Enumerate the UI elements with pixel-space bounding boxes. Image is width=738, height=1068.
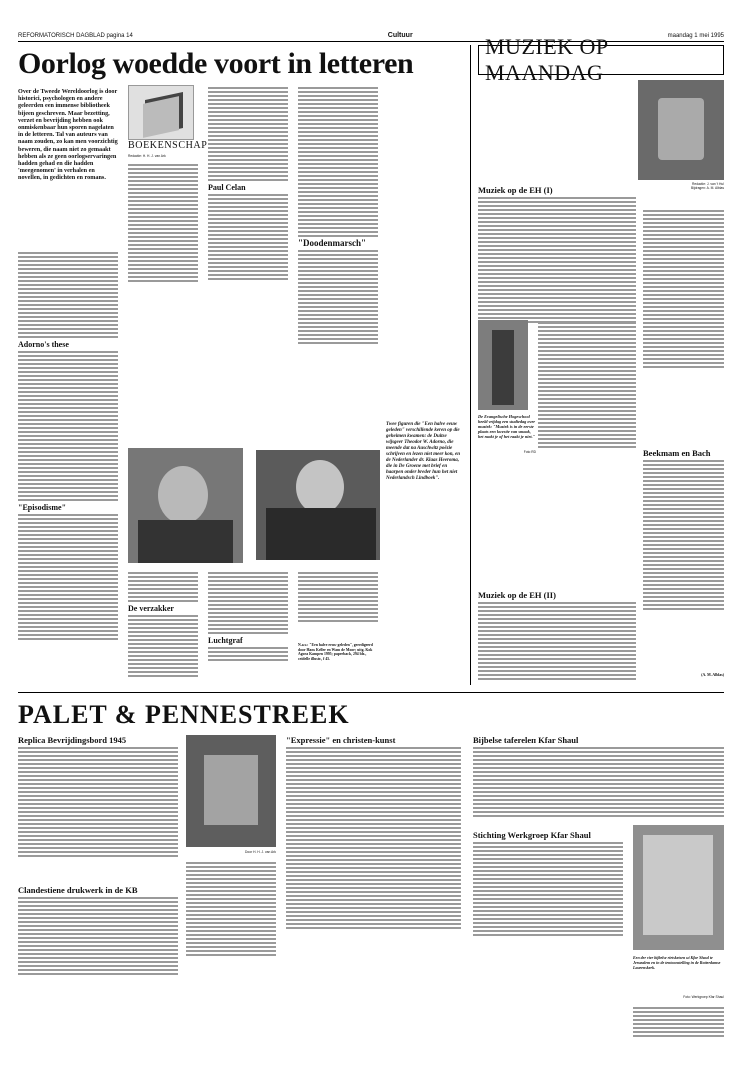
palet-expressie-article [286, 735, 461, 931]
palet-photo-caption: Door H. H. J. van Ark [245, 850, 276, 854]
kfar-shaul-foto-credit: Foto: Werkgroep Kfar Shaul [683, 995, 724, 999]
muziek-column-mid [538, 320, 636, 585]
palet-column-2 [186, 860, 276, 1060]
muziek-bwv-article [643, 448, 724, 612]
subhead-paul-celan: Paul Celan [208, 183, 246, 192]
article-column-2 [128, 162, 198, 288]
runner-section: Cultuur [387, 32, 413, 39]
muziek-title: MUZIEK OP MAANDAG [485, 34, 608, 85]
book-illustration [128, 85, 194, 140]
subhead-verzakker: De verzakker [128, 604, 174, 613]
newspaper-page [18, 30, 724, 1068]
muziek-credit: (A. M. Alblas) [701, 673, 724, 677]
photo-callout: Twee figuren die "Een halve eeuw geleden" verschillende keren op die geheimen kwamen: de Duitse wijsgeer Theodor W. Adorno, die meende dat na Auschwitz poëzie schrijven en lezen niet meer kon, en de Nederlander dr. Klaas Heeroma, die in De Groene met brief en haarpen onder breder hun het niet Nederlandsch Lindboek". [386, 422, 461, 481]
muziek-bwv-title: Beekmam en Bach [643, 448, 711, 458]
subhead-doodenmarsch: "Doodenmarsch" [298, 238, 366, 248]
article-column-3 [208, 85, 288, 285]
palet-replica-article [18, 735, 178, 859]
palet-column-end [633, 1005, 724, 1060]
palet-bijbelse-title: Bijbelse tafereleп Kfar Shaul [473, 735, 579, 745]
muziek-photo-credit: Foto RD [523, 450, 536, 454]
muziek-caption: Redactie: J. van 't Hul Bijdragen: A. M. Alblas [691, 182, 724, 190]
main-headline: Oorlog woedde voort in letteren [18, 47, 414, 80]
muziek-callout: De Evangelische Hogeschool heeld vrijdag een studiedag over muziek: "Muziek is in de eerste plaats een kwestie van smaak, het raakt je of het raakt je niet." [478, 414, 536, 439]
column-rule [470, 45, 471, 685]
article-column-4b [298, 570, 378, 640]
palet-bijbelse-article [473, 735, 724, 819]
palet-stichting-title: Stichting Werkgroep Kfar Shaul [473, 830, 591, 840]
article-column-4 [298, 85, 378, 445]
muziek-article-2 [478, 590, 636, 682]
kfar-shaul-photo [633, 825, 724, 950]
book-credit: N.a.v.: "Een halve eeuw geleden", geredigeerd door Hans Keller en Wam de Moor; uitg. Kok Agora Kampen 1995; paperback, 294 blz., ceïdelle illustr., f 45. [298, 643, 373, 661]
muziek-art2-title: Muziek op de EH (II) [478, 590, 556, 600]
section-divider [18, 692, 724, 693]
muziek-photo [638, 80, 724, 180]
palet-stichting-article [473, 830, 623, 938]
runner-date: maandag 1 mei 1995 [667, 32, 724, 39]
subhead-luchtgraf: Luchtgraf [208, 636, 243, 645]
muziek-article-1 [478, 185, 636, 325]
palet-expressie-title: "Expressie" en christen-kunst [286, 735, 396, 745]
boekenschap-label: BOEKENSCHAP [128, 140, 208, 151]
palet-photo [186, 735, 276, 847]
palet-clandestiene-article [18, 885, 178, 977]
kfar-shaul-callout: Een der vier bijbelse rietsketsen ui Kfar Shaul te Jeruzalem en in de tentoonstelling in de Rotterdamse Laurenskerk. [633, 955, 721, 970]
boekenschap-editor: Redactie: H. H. J. van Ark [128, 154, 166, 158]
palet-header: PALET & PENNESTREEK [18, 700, 350, 729]
runner-publication: REFORMATORISCH DAGBLAD pagina 14 [18, 32, 133, 39]
article-column-3b [208, 570, 288, 685]
muziek-column-right [643, 208, 724, 444]
muziek-art1-title: Muziek op de EH (I) [478, 185, 553, 195]
photo-adorno [128, 448, 243, 563]
photo-heeroma [256, 450, 380, 560]
subhead-adorno: Adorno's these [18, 340, 69, 349]
lead-paragraph: Over de Tweede Wereldoorlog is door historici, psychologen en andere geleerden een immense bibliotheek bijeen geschreven. Maar bezetting, verzet en bevrijding hebben ook onmiskenbaar hun sporen nagelaten in de letteren. Tal van auteurs van naam zouden, zo kan men voorzichtig beweren, die naam niet zo gemaakt hebben als ze geen oorlogservaringen hadden gehad en die hadden 'meegenomen' in verhalen en novellen, in gedichten en romans. [18, 88, 118, 182]
palet-clandestiene-title: Clandestiene drukwerk in de KB [18, 885, 138, 895]
palet-replica-title: Replica Bevrijdingsbord 1945 [18, 735, 127, 745]
subhead-episodisme: "Episodisme" [18, 503, 67, 512]
article-column-2b [128, 570, 198, 685]
article-column-1 [18, 250, 118, 680]
church-photo [478, 320, 528, 410]
